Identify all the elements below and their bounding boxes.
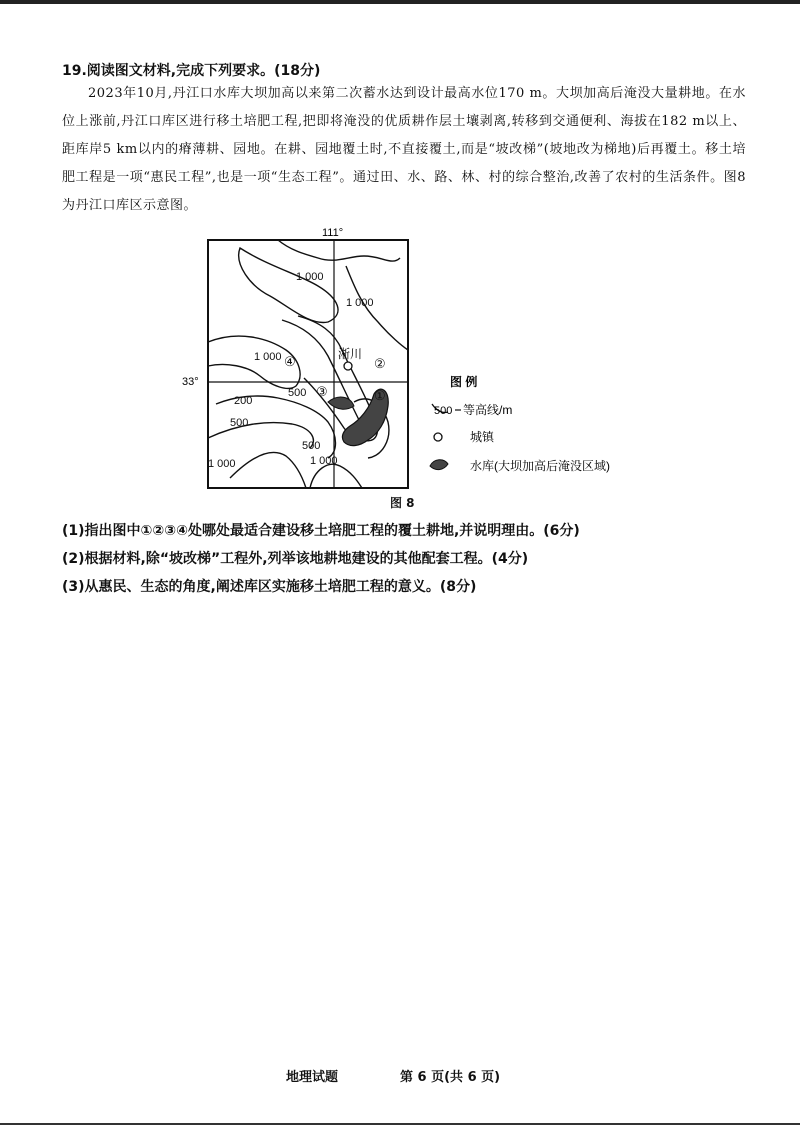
- contour-label: 1 000: [254, 351, 282, 363]
- legend: [430, 374, 610, 473]
- contour-line: [278, 240, 400, 261]
- contour-line: [282, 320, 362, 437]
- footer-page: 第 6 页(共 6 页): [400, 1070, 501, 1085]
- bottom-border: [0, 1123, 800, 1125]
- contour-label: 200: [234, 395, 253, 407]
- question-paragraph: [62, 80, 746, 220]
- contour-line: [208, 423, 313, 448]
- town-symbol: [344, 362, 352, 370]
- figure-caption: 图 8: [390, 496, 415, 510]
- contour-label: 500: [230, 417, 249, 429]
- legend-contour-value: 500: [434, 405, 453, 417]
- reservoir-area: [328, 397, 354, 409]
- point-3-label: ③: [316, 384, 328, 399]
- paragraph-text: 2023年10月,丹江口水库大坝加高以来第二次蓄水达到设计最高水位170 m。大坝加高后淹没大量耕地。在水位上涨前,丹江口库区进行移土培肥工程,把即将淹没的优质耕作层土壤剥离,转移到交通便利、海拔在182 m以上、距库岸5 km以内的瘠薄耕、园地。在耕、园地覆土时,不直接覆土,而是“坡改梯”(坡地改为梯地)后再覆土。移土培肥工程是一项“惠民工程”,也是一项“生态工程”。通过田、水、路、林、村的综合整治,改善了农村的生活条件。图8为丹江口库区示意图。: [62, 86, 746, 213]
- subquestion-2: (2)根据材料,除“坡改梯”工程外,列举该地耕地建设的其他配套工程。(4分): [62, 551, 529, 567]
- contour-line: [310, 464, 362, 488]
- contour-line: [230, 452, 306, 488]
- contour-label: 500: [302, 440, 321, 452]
- footer-subject: 地理试题: [286, 1070, 339, 1085]
- figure-8-map: [178, 226, 658, 514]
- map-svg: [178, 226, 658, 514]
- longitude-label: 111°: [322, 227, 344, 239]
- legend-town-label: 城镇: [470, 430, 495, 444]
- point-1-label: ①: [374, 388, 386, 403]
- legend-title: 图 例: [450, 375, 478, 389]
- contour-label: 1 000: [310, 455, 338, 467]
- legend-contour-label: 等高线/m: [463, 403, 513, 417]
- contour-label: 1 000: [208, 458, 236, 470]
- contour-label: 500: [288, 387, 307, 399]
- top-border: [0, 0, 800, 4]
- legend-town-symbol: [434, 433, 442, 441]
- subquestion-3: (3)从惠民、生态的角度,阐述库区实施移土培肥工程的意义。(8分): [62, 579, 477, 595]
- contour-label: 1 000: [296, 271, 324, 283]
- town-label: 淅川: [338, 347, 363, 361]
- point-4-label: ④: [284, 354, 296, 369]
- subquestion-1: (1)指出图中①②③④处哪处最适合建设移土培肥工程的覆土耕地,并说明理由。(6分): [62, 523, 580, 539]
- latitude-label: 33°: [182, 376, 199, 388]
- legend-reservoir-symbol: [430, 460, 448, 470]
- legend-reservoir-label: 水库(大坝加高后淹没区域): [470, 459, 610, 473]
- question-title: 19.阅读图文材料,完成下列要求。(18分): [62, 63, 321, 79]
- contour-label: 1 000: [346, 297, 374, 309]
- point-2-label: ②: [374, 356, 386, 371]
